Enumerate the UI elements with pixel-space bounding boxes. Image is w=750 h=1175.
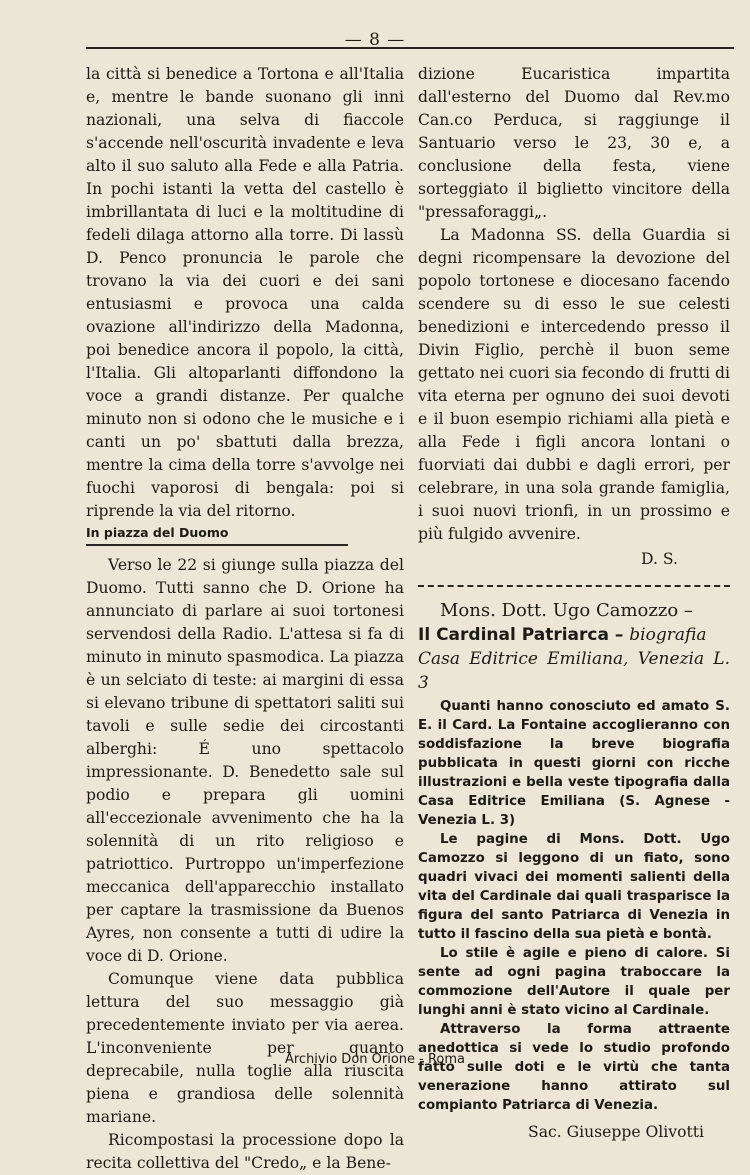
review-paragraph-4: Attraverso la forma attraente anedottica si vede lo studio profondo fatto sulle doti e le virtù che tanta venerazione hanno attirato sul compianto Patriarca di Venezia. <box>418 1022 730 1113</box>
article-signature: D. S. <box>641 550 678 568</box>
review-author: Mons. Dott. Ugo Camozzo – <box>440 600 693 621</box>
review-title-italic: biografia <box>629 625 707 645</box>
review-title-separator: – <box>608 625 630 645</box>
review-title-main: Il Cardinal Patriarca <box>418 625 609 645</box>
left-paragraph-4: Ricompostasi la processione dopo la recita collettiva del "Credo„ e la Bene- <box>86 1131 404 1172</box>
left-paragraph-3: Comunque viene data pubblica lettura del suo messaggio già precedentemente inviato per via aerea. L'inconveniente per quanto deprecabile, nulla toglie alla riuscita piena e grandiosa delle solennità mariane. <box>86 970 404 1126</box>
review-title <box>418 623 730 647</box>
section-divider <box>418 585 730 587</box>
section-subhead: In piazza del Duomo <box>86 524 348 546</box>
left-paragraph-2: Verso le 22 si giunge sulla piazza del Duomo. Tutti sanno che D. Orione ha annunciato di parlare ai suoi tortonesi servendosi della Radio. L'attesa si fa di minuto in minuto spasmodica. La piazza è un selciato di teste: ai margini di essa si elevano tribune di spettatori saliti sui tavoli e sulle sedie dei circostanti alberghi: É uno spettacolo impressionante. D. Benedetto sale sul podio e prepara gli uomini all'eccezionale avvenimento che ha la solennità di un rito religioso e patriottico. Purtroppo un'imperfezione meccanica dell'apparecchio installato per captare la trasmissione da Buenos Ayres, non consente a tutti di udire la voce di D. Orione. <box>86 556 404 965</box>
right-paragraph-2: La Madonna SS. della Guardia si degni ricompensare la devozione del popolo tortonese e diocesano facendo scendere su di esso le sue celesti benedizioni e intercedendo presso il Divin Figlio, perchè il buon seme gettato nei cuori sia fecondo di frutti di vita eterna per ognuno dei suoi devoti e il buon esempio richiami alla pietà e alla Fede i figli ancora lontani o fuorviati dai dubbi e dagli errori, per celebrare, in una sola grande famiglia, i suoi nuovi trionfi, in un prossimo e più fulgido avvenire. <box>418 226 730 543</box>
review-signature: Sac. Giuseppe Olivotti <box>528 1123 704 1141</box>
review-paragraph-2: Le pagine di Mons. Dott. Ugo Camozzo si leggono di un fiato, sono quadri vivaci dei momenti salienti della vita del Cardinale dai quali trasparisce la figura del santo Patriarca di Venezia in tutto il fascino della sua pietà e bontà. <box>418 832 730 942</box>
right-paragraph-1: dizione Eucaristica impartita dall'esterno del Duomo dal Rev.mo Can.co Perduca, si raggiunge il Santuario verso le 23, 30 e, a conclusione della festa, viene sorteggiato il biglietto vincitore della "pressaforaggi„. <box>418 65 730 221</box>
review-publisher: Casa Editrice Emiliana, Venezia L. 3 <box>418 649 730 693</box>
review-paragraph-3: Lo stile è agile e pieno di calore. Si sente ad ogni pagina traboccare la commozione dell'Autore il quale per lunghi anni è stato vicino al Cardinale. <box>418 946 730 1018</box>
header-rule <box>86 47 734 49</box>
review-paragraph-1: Quanti hanno conosciuto ed amato S. E. il Card. La Fontaine accoglieranno con soddisfazione la breve biografia pubblicata in questi giorni con ricche illustrazioni e bella veste tipografia dalla Casa Editrice Emiliana (S. Agnese - Venezia L. 3) <box>418 699 730 828</box>
page-number: — 8 — <box>344 30 406 50</box>
archive-footer: Archivio Don Orione - Roma <box>284 1052 466 1067</box>
left-column <box>86 63 404 1175</box>
left-paragraph-1: la città si benedice a Tortona e all'Italia e, mentre le bande suonano gli inni nazionali, una selva di fiaccole s'accende nell'oscurità invadente e leva alto il suo saluto alla Fede e alla Patria. In pochi istanti la vetta del castello è imbrillantata di luci e la moltitudine di fedeli dilaga attorno alla torre. Di lassù D. Penco pronuncia le parole che trovano la via dei cuori e dei sani entusiasmi e provoca una calda ovazione all'indirizzo della Madonna, poi benedice ancora il popolo, la città, l'Italia. Gli altoparlanti diffondono la voce a grandi distanze. Per qualche minuto non si odono che le musiche e i canti un po' sbattuti dalla brezza, mentre la cima della torre s'avvolge nei fuochi vaporosi di bengala: poi si riprende la via del ritorno. <box>86 65 404 520</box>
right-column <box>418 63 730 1144</box>
